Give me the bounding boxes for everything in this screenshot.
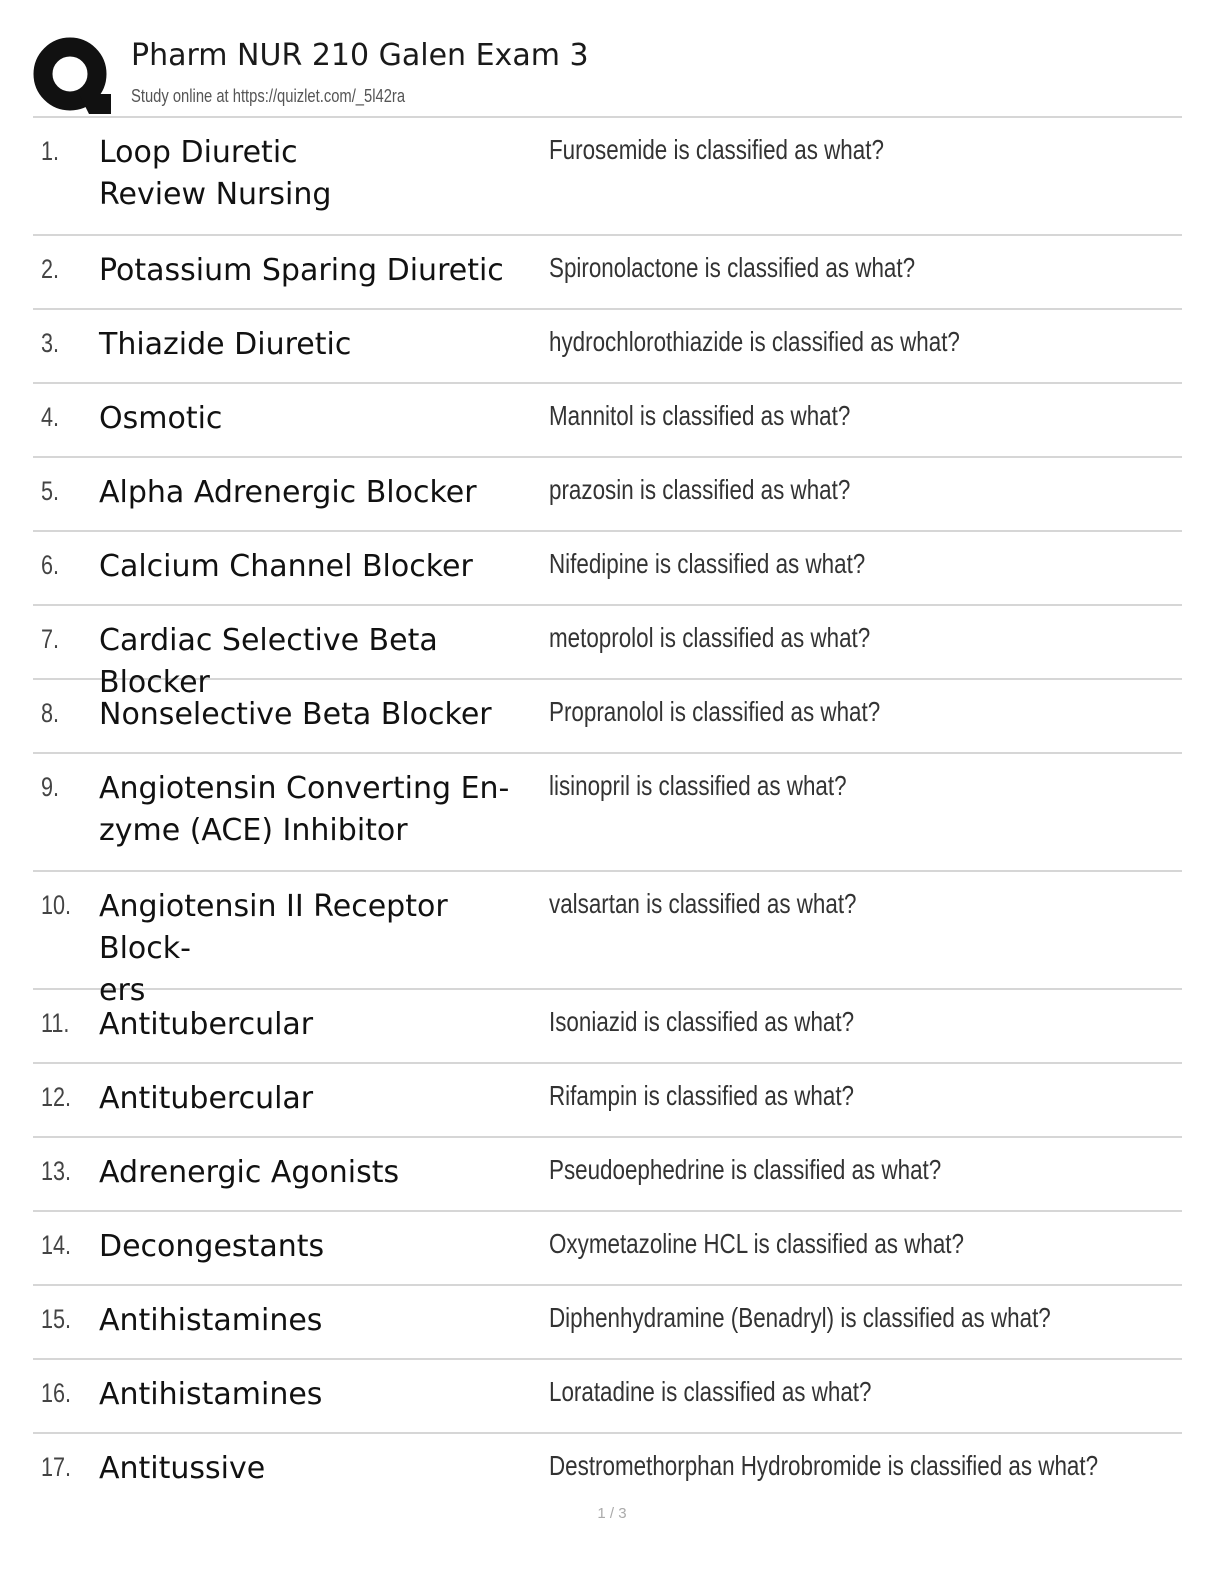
card-definition: valsartan is classified as what? (549, 888, 857, 919)
card-number: 14. (41, 1230, 72, 1260)
flashcard-row (33, 606, 1182, 700)
card-number: 7. (41, 624, 60, 654)
card-definition: hydrochlorothiazide is classified as what? (549, 326, 960, 357)
flashcard-row (33, 1212, 1182, 1286)
card-definition: Rifampin is classified as what? (549, 1080, 855, 1111)
card-definition: Loratadine is classified as what? (549, 1376, 872, 1407)
card-number: 13. (41, 1156, 72, 1186)
card-definition: Pseudoephedrine is classified as what? (549, 1154, 942, 1185)
flashcard-row (33, 384, 1182, 458)
card-number: 11. (41, 1008, 70, 1038)
document-header (33, 30, 1183, 116)
card-definition: Propranolol is classified as what? (549, 696, 881, 727)
card-number: 15. (41, 1304, 72, 1334)
card-term: Antitubercular (99, 1007, 314, 1042)
card-definition: Mannitol is classified as what? (549, 400, 851, 431)
card-term: Loop Diuretic Review Nursing (99, 135, 332, 212)
card-number: 3. (41, 328, 60, 358)
card-definition: Diphenhydramine (Benadryl) is classified as what? (549, 1302, 1051, 1333)
card-number: 10. (41, 890, 72, 920)
card-number: 8. (41, 698, 60, 728)
flashcard-row (33, 310, 1182, 384)
card-number: 4. (41, 402, 60, 432)
card-definition: lisinopril is classified as what? (549, 770, 847, 801)
flashcard-list (33, 116, 1182, 1506)
card-definition: Furosemide is classified as what? (549, 134, 884, 165)
card-term: Nonselective Beta Blocker (99, 697, 492, 732)
flashcard-row (33, 236, 1182, 310)
card-term: Alpha Adrenergic Blocker (99, 475, 477, 510)
card-definition: Spironolactone is classified as what? (549, 252, 916, 283)
flashcard-row (33, 458, 1182, 532)
flashcard-row (33, 1064, 1182, 1138)
flashcard-row (33, 990, 1182, 1064)
card-definition: Destromethorphan Hydrobromide is classified as what? (549, 1450, 1099, 1481)
card-term: Decongestants (99, 1229, 325, 1264)
flashcard-row (33, 754, 1182, 872)
flashcard-row (33, 118, 1182, 236)
card-number: 6. (41, 550, 60, 580)
card-definition: Isoniazid is classified as what? (549, 1006, 855, 1037)
card-term: Angiotensin Converting En- zyme (ACE) Inhibitor (99, 771, 510, 848)
card-definition: Nifedipine is classified as what? (549, 548, 866, 579)
page-number: 1 / 3 (597, 1505, 627, 1522)
card-definition: prazosin is classified as what? (549, 474, 851, 505)
flashcard-row (33, 1360, 1182, 1434)
card-number: 5. (41, 476, 60, 506)
card-definition: metoprolol is classified as what? (549, 622, 871, 653)
card-term: Antitussive (99, 1451, 266, 1486)
card-number: 12. (41, 1082, 72, 1112)
card-term: Calcium Channel Blocker (99, 549, 473, 584)
card-term: Thiazide Diuretic (99, 327, 352, 362)
card-term: Angiotensin II Receptor Block- ers (99, 889, 448, 1008)
flashcard-row (33, 1138, 1182, 1212)
card-term: Antihistamines (99, 1303, 323, 1338)
card-number: 9. (41, 772, 60, 802)
quizlet-logo-icon (33, 36, 111, 114)
flashcard-row (33, 1434, 1182, 1506)
card-term: Osmotic (99, 401, 223, 436)
flashcard-row (33, 680, 1182, 754)
card-number: 1. (41, 136, 60, 166)
card-term: Cardiac Selective Beta Blocker (99, 623, 438, 700)
card-term: Potassium Sparing Diuretic (99, 253, 504, 288)
card-number: 2. (41, 254, 60, 284)
flashcard-row (33, 532, 1182, 606)
page-title: Pharm NUR 210 Galen Exam 3 (131, 38, 589, 73)
card-number: 16. (41, 1378, 72, 1408)
card-term: Antitubercular (99, 1081, 314, 1116)
flashcard-row (33, 872, 1182, 1008)
flashcard-row (33, 1286, 1182, 1360)
card-term: Adrenergic Agonists (99, 1155, 400, 1190)
card-term: Antihistamines (99, 1377, 323, 1412)
study-link-text: Study online at https://quizlet.com/_5l42ra (131, 86, 406, 106)
card-definition: Oxymetazoline HCL is classified as what? (549, 1228, 964, 1259)
card-number: 17. (41, 1452, 72, 1482)
